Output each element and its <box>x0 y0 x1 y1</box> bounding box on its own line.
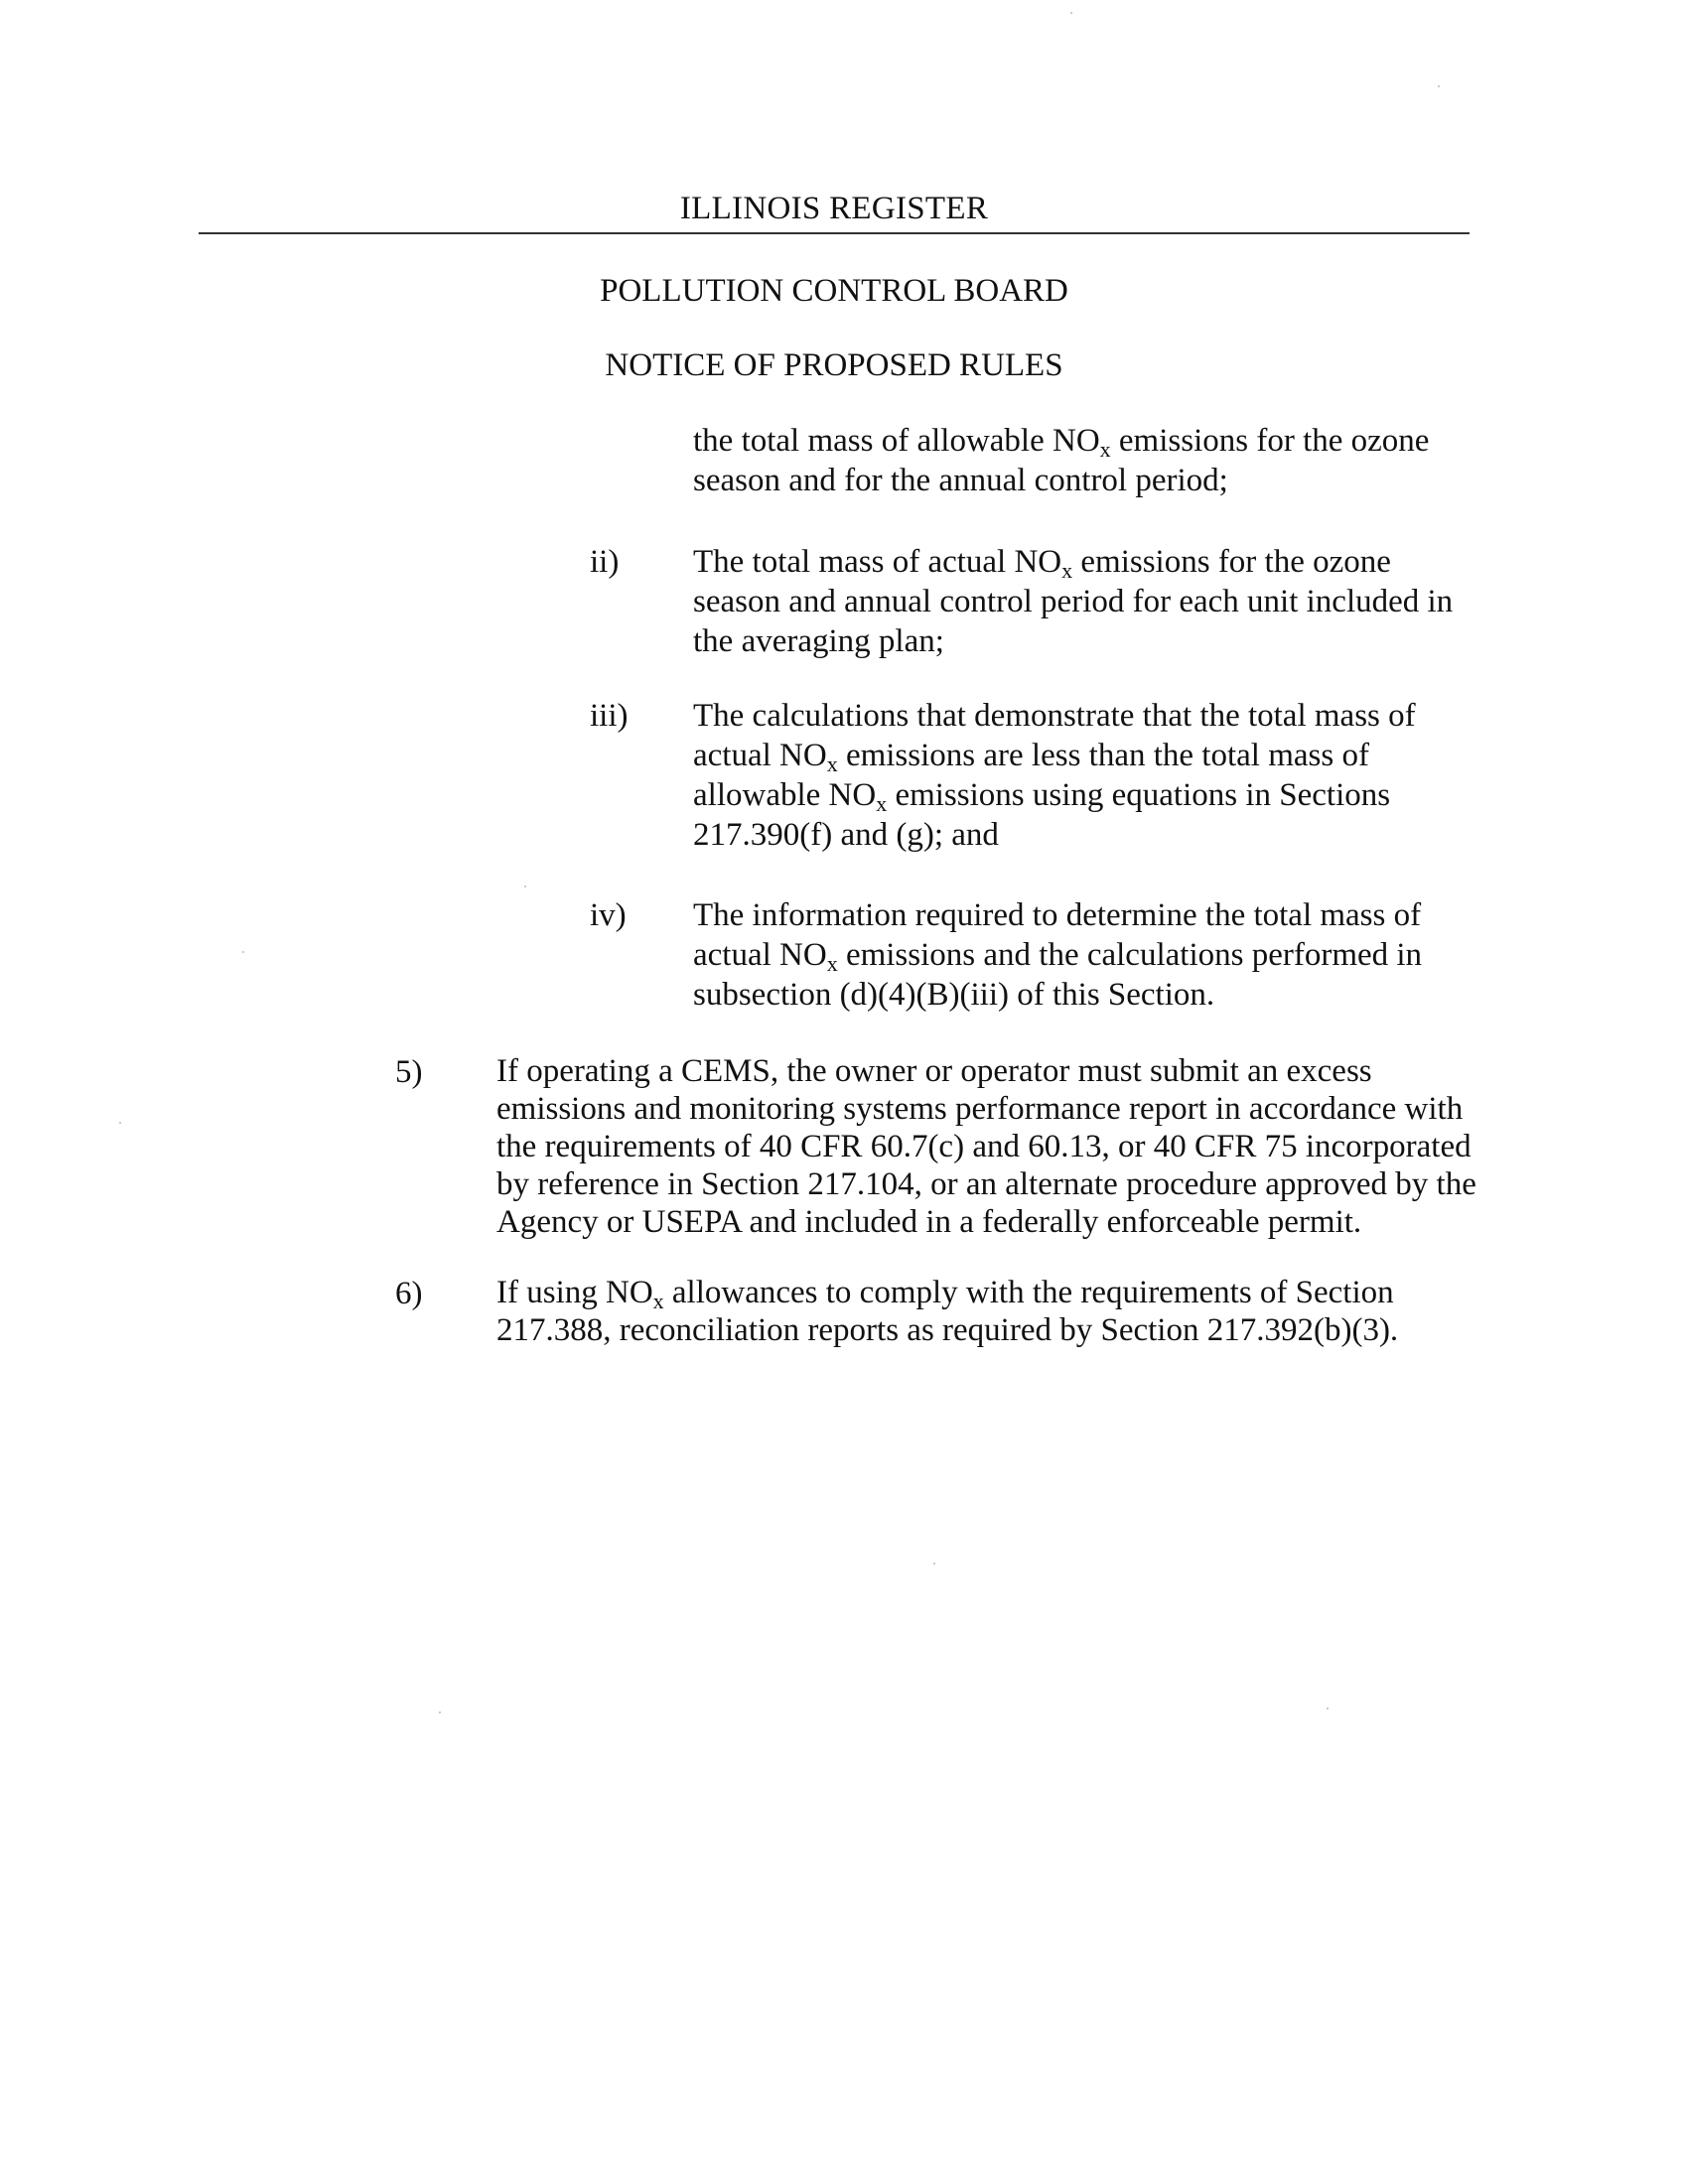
text-fragment: actual NO <box>693 937 827 973</box>
notice-heading: NOTICE OF PROPOSED RULES <box>605 347 1063 383</box>
item-marker-iii: iii) <box>590 698 629 734</box>
scan-speck <box>524 886 526 887</box>
text-line: The information required to determine the total mass of <box>693 897 1422 933</box>
text-line <box>693 421 1448 461</box>
text-line <box>693 542 1458 582</box>
board-heading: POLLUTION CONTROL BOARD <box>600 273 1068 309</box>
scan-speck <box>1438 85 1440 87</box>
text-line <box>496 1274 1489 1311</box>
text-line: subsection (d)(4)(B)(iii) of this Section. <box>693 977 1215 1013</box>
subsection-6-text <box>496 1274 1489 1349</box>
subscript: x <box>1061 558 1073 583</box>
subscript: x <box>826 751 838 776</box>
scan-speck <box>242 951 244 953</box>
text-line: Agency or USEPA and included in a federally enforceable permit. <box>496 1204 1362 1240</box>
text-fragment: the total mass of allowable NO <box>693 423 1100 459</box>
text-line: season and for the annual control period; <box>693 463 1228 498</box>
subscript: x <box>826 951 838 976</box>
subsection-marker-6: 6) <box>395 1276 423 1311</box>
text-line: the requirements of 40 CFR 60.7(c) and 60.13, or 40 CFR 75 incorporated <box>496 1129 1472 1164</box>
scan-speck <box>1327 1707 1329 1709</box>
text-fragment: allowable NO <box>693 777 877 813</box>
text-fragment: emissions are less than the total mass of <box>837 738 1369 773</box>
scan-speck <box>119 1122 121 1124</box>
text-line <box>693 775 1448 815</box>
text-line: 217.388, reconciliation reports as required by Section 217.392(b)(3). <box>496 1312 1399 1348</box>
text-fragment: The total mass of actual NO <box>693 544 1062 580</box>
text-line: season and annual control period for each unit included in <box>693 584 1454 619</box>
subscript: x <box>652 1289 664 1313</box>
subsection-marker-5: 5) <box>395 1054 423 1090</box>
text-line: If operating a CEMS, the owner or operator must submit an excess <box>496 1053 1372 1089</box>
item-iv-text <box>693 895 1448 1015</box>
header-rule <box>199 232 1470 234</box>
text-line <box>693 736 1448 775</box>
text-fragment: emissions and the calculations performed in <box>837 937 1423 973</box>
text-fragment: emissions using equations in Sections <box>887 777 1391 813</box>
text-line: The calculations that demonstrate that the total mass of <box>693 698 1416 734</box>
item-iii-text <box>693 696 1448 855</box>
item-ii-text <box>693 542 1458 661</box>
text-fragment: emissions for the ozone <box>1110 423 1430 459</box>
text-line: by reference in Section 217.104, or an alternate procedure approved by the <box>496 1166 1476 1202</box>
item-i-continuation <box>693 421 1448 500</box>
text-fragment: actual NO <box>693 738 827 773</box>
item-marker-iv: iv) <box>590 897 627 933</box>
text-line <box>693 935 1448 975</box>
text-line: emissions and monitoring systems performance report in accordance with <box>496 1091 1464 1127</box>
text-fragment: If using NO <box>496 1275 653 1310</box>
subscript: x <box>1099 437 1111 462</box>
scan-speck <box>933 1563 935 1565</box>
subscript: x <box>876 791 888 816</box>
register-title: ILLINOIS REGISTER <box>679 191 989 226</box>
text-line: the averaging plan; <box>693 623 944 659</box>
text-line: 217.390(f) and (g); and <box>693 817 999 853</box>
scan-speck <box>439 1711 441 1713</box>
subsection-5-text <box>496 1052 1489 1241</box>
text-fragment: allowances to comply with the requirements of Section <box>663 1275 1394 1310</box>
text-fragment: emissions for the ozone <box>1072 544 1391 580</box>
scan-speck <box>1070 12 1072 14</box>
item-marker-ii: ii) <box>590 544 620 580</box>
